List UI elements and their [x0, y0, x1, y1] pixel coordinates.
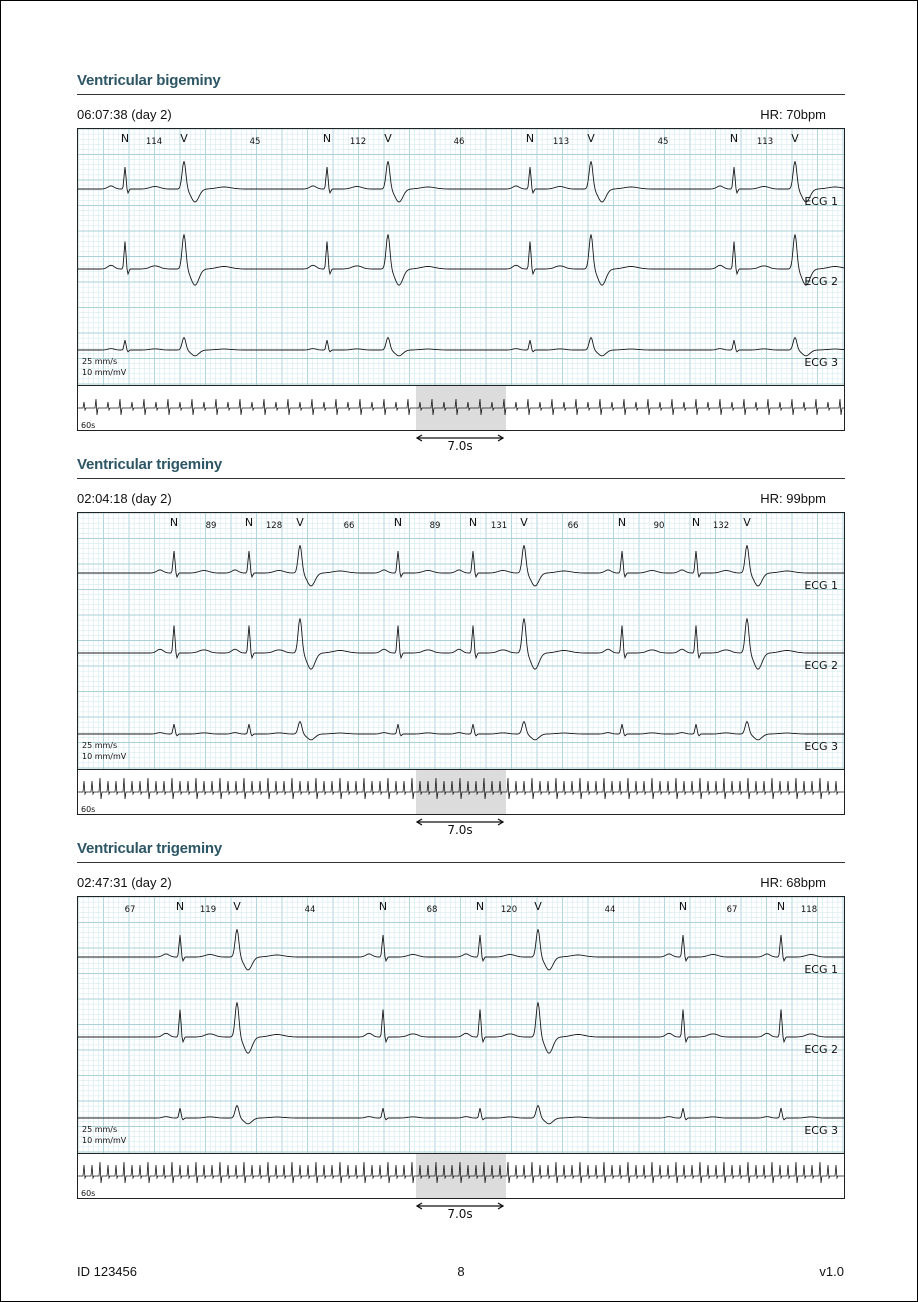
ecg-grid	[78, 897, 845, 1154]
rr-interval: 119	[199, 905, 217, 915]
lead-label: ECG 2	[804, 275, 838, 288]
beat-label: N	[393, 516, 403, 529]
rr-interval: 68	[426, 905, 438, 915]
paper-speed: 25 mm/s	[82, 357, 118, 366]
window-duration	[415, 1202, 505, 1222]
section-divider	[77, 478, 845, 479]
lead-label: ECG 2	[804, 659, 838, 672]
paper-speed: 25 mm/s	[82, 741, 118, 750]
lead-label: ECG 1	[804, 579, 838, 592]
window-duration-label: 7.0s	[447, 1207, 473, 1221]
ecg-strip[interactable]	[77, 896, 845, 1154]
overview-strip[interactable]	[77, 1153, 845, 1199]
section-divider	[77, 862, 845, 863]
ecg-grid	[78, 513, 845, 770]
beat-label: V	[384, 132, 392, 145]
rr-interval: 45	[657, 137, 669, 147]
beat-label: N	[120, 132, 130, 145]
rr-interval: 113	[552, 137, 570, 147]
beat-label: V	[233, 900, 241, 913]
section-title: Ventricular trigeminy	[77, 456, 223, 473]
ecg-strip-svg	[78, 897, 845, 1154]
footer-page-number: 8	[457, 1264, 465, 1279]
rr-interval: 44	[304, 905, 316, 915]
beat-label: V	[791, 132, 799, 145]
beat-label: N	[678, 900, 688, 913]
beat-label: V	[520, 516, 528, 529]
rr-interval: 89	[429, 521, 441, 531]
beat-label: N	[475, 900, 485, 913]
overview-strip[interactable]	[77, 769, 845, 815]
beat-label: N	[378, 900, 388, 913]
rr-interval: 67	[726, 905, 738, 915]
lead-label: ECG 1	[804, 963, 838, 976]
lead-label: ECG 1	[804, 195, 838, 208]
rr-interval: 45	[249, 137, 261, 147]
event-timestamp: 02:04:18 (day 2)	[77, 491, 172, 506]
rr-interval: 114	[145, 137, 163, 147]
ecg-trace-1	[78, 929, 845, 970]
rr-interval: 44	[604, 905, 616, 915]
ecg-strip-svg	[78, 513, 845, 770]
ecg-trace-3	[78, 338, 845, 356]
beat-label: N	[776, 900, 786, 913]
window-duration	[415, 818, 505, 838]
amplitude-gain: 10 mm/mV	[82, 752, 127, 761]
rr-interval: 120	[500, 905, 518, 915]
rr-interval: 118	[800, 905, 818, 915]
beat-label: N	[322, 132, 332, 145]
overview-duration-label: 60s	[81, 421, 96, 430]
section-title: Ventricular bigeminy	[77, 72, 221, 89]
rr-interval: 67	[124, 905, 136, 915]
event-timestamp: 06:07:38 (day 2)	[77, 107, 172, 122]
rr-interval: 131	[490, 521, 508, 531]
footer-version: v1.0	[819, 1264, 844, 1279]
heart-rate: HR: 99bpm	[760, 491, 826, 506]
rr-interval: 128	[265, 521, 283, 531]
lead-label: ECG 3	[804, 740, 838, 753]
lead-label: ECG 2	[804, 1043, 838, 1056]
ecg-trace-2	[78, 234, 845, 285]
rr-interval: 46	[453, 137, 465, 147]
overview-strip[interactable]	[77, 385, 845, 431]
overview-svg	[78, 1154, 845, 1199]
paper-speed: 25 mm/s	[82, 1125, 118, 1134]
amplitude-gain: 10 mm/mV	[82, 1136, 127, 1145]
window-duration	[415, 434, 505, 454]
section-divider	[77, 94, 845, 95]
footer-id: ID 123456	[77, 1264, 137, 1279]
overview-svg	[78, 386, 845, 431]
window-duration-label: 7.0s	[447, 439, 473, 453]
rr-interval: 66	[343, 521, 355, 531]
ecg-strip[interactable]	[77, 512, 845, 770]
event-timestamp: 02:47:31 (day 2)	[77, 875, 172, 890]
ecg-strip-svg	[78, 129, 845, 386]
rr-interval: 89	[205, 521, 217, 531]
rr-interval: 113	[756, 137, 774, 147]
beat-label: N	[525, 132, 535, 145]
rr-interval: 90	[653, 521, 665, 531]
ecg-grid	[78, 129, 845, 386]
heart-rate: HR: 70bpm	[760, 107, 826, 122]
rr-interval: 112	[349, 137, 367, 147]
overview-duration-label: 60s	[81, 1189, 96, 1198]
overview-svg	[78, 770, 845, 815]
amplitude-gain: 10 mm/mV	[82, 368, 127, 377]
overview-duration-label: 60s	[81, 805, 96, 814]
window-duration-label: 7.0s	[447, 823, 473, 837]
ecg-trace-1	[78, 545, 845, 586]
ecg-trace-2	[78, 618, 845, 669]
heart-rate: HR: 68bpm	[760, 875, 826, 890]
beat-label: V	[743, 516, 751, 529]
beat-label: N	[468, 516, 478, 529]
lead-label: ECG 3	[804, 1124, 838, 1137]
ecg-trace-3	[78, 722, 845, 740]
beat-label: V	[534, 900, 542, 913]
beat-label: N	[169, 516, 179, 529]
section-title: Ventricular trigeminy	[77, 840, 223, 857]
beat-label: N	[244, 516, 254, 529]
rr-interval: 132	[712, 521, 730, 531]
ecg-strip[interactable]	[77, 128, 845, 386]
beat-label: V	[296, 516, 304, 529]
beat-label: N	[729, 132, 739, 145]
ecg-trace-2	[78, 1002, 845, 1053]
ecg-trace-1	[78, 161, 845, 202]
lead-label: ECG 3	[804, 356, 838, 369]
rr-interval: 66	[567, 521, 579, 531]
beat-label: N	[691, 516, 701, 529]
beat-label: V	[587, 132, 595, 145]
beat-label: N	[175, 900, 185, 913]
beat-label: N	[617, 516, 627, 529]
ecg-trace-3	[78, 1106, 845, 1124]
beat-label: V	[180, 132, 188, 145]
